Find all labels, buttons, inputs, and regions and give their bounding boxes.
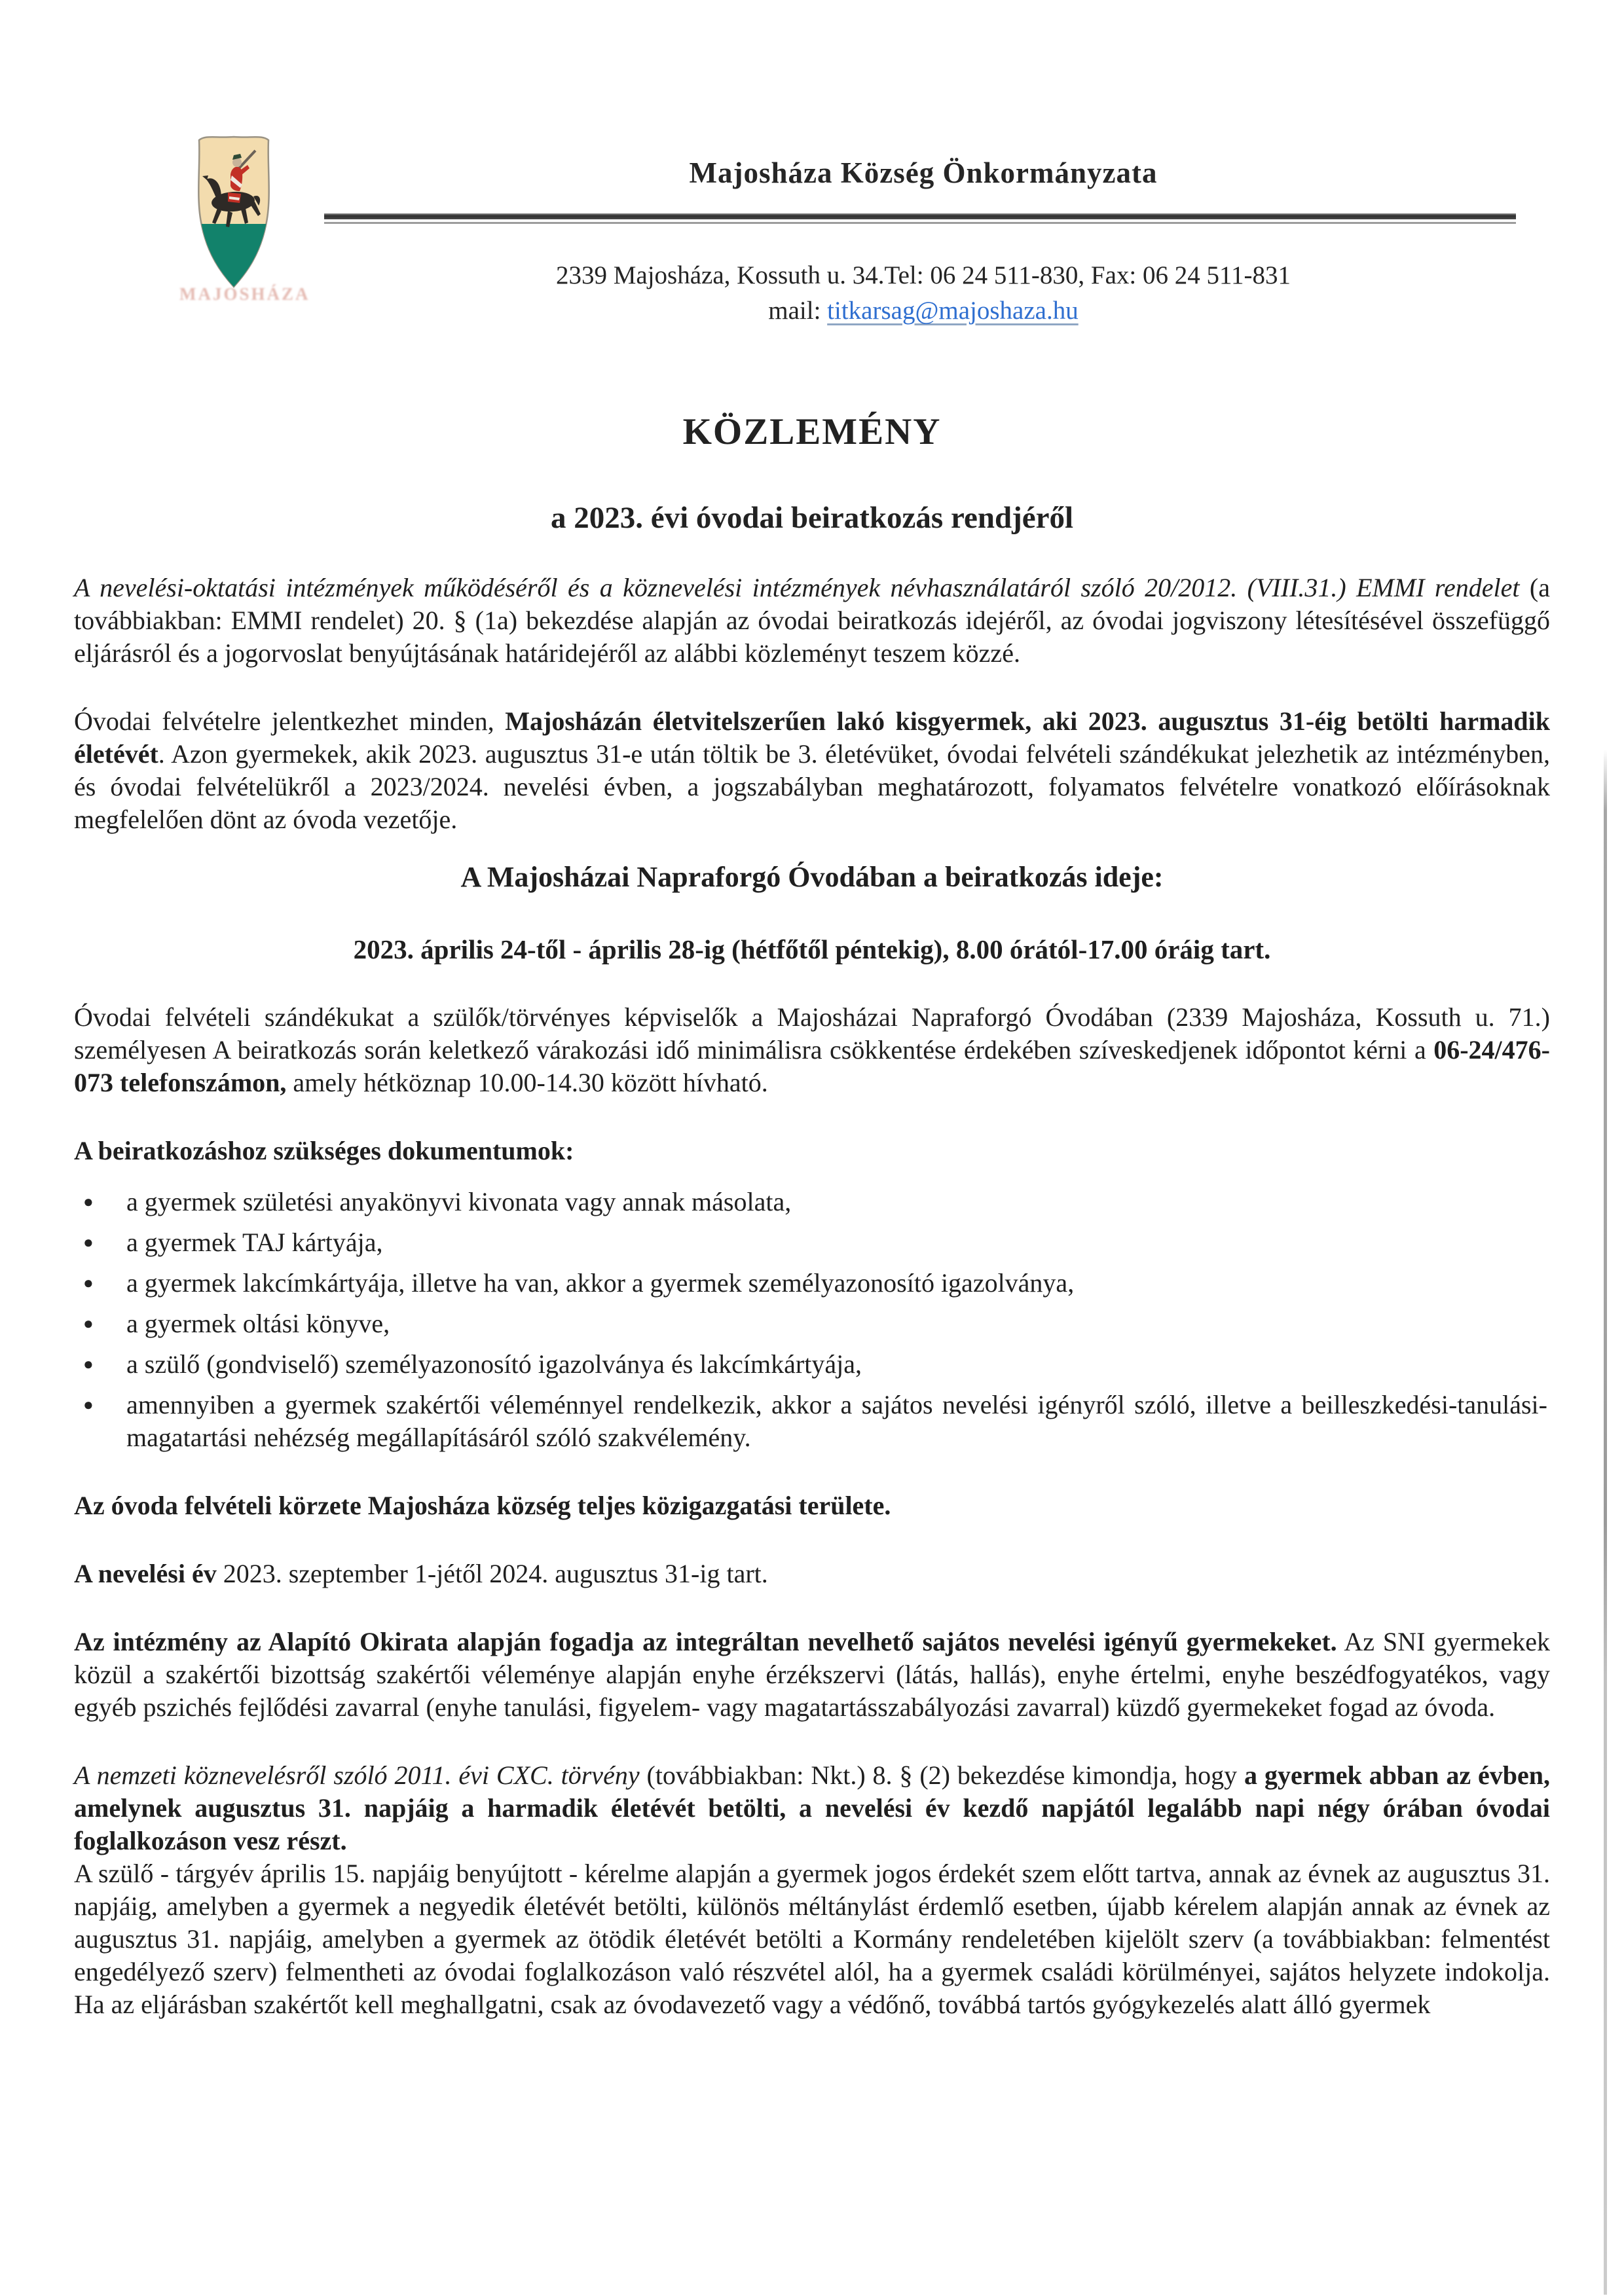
list-item: ● a gyermek oltási könyve, — [83, 1307, 1550, 1340]
coat-of-arms-shield — [185, 128, 283, 292]
header-divider-dark-line — [324, 213, 1516, 219]
list-item: ● a szülő (gondviselő) személyazonosító igazolványa és lakcímkártyája, — [83, 1348, 1550, 1381]
page-title: KÖZLEMÉNY — [682, 411, 942, 452]
list-item: ● a gyermek TAJ kártyája, — [83, 1226, 1550, 1259]
bullet-icon: ● — [83, 1314, 94, 1333]
bullet-icon: ● — [83, 1273, 94, 1292]
bullet-icon: ● — [83, 1233, 94, 1252]
enrollment-period: 2023. április 24-től - április 28-ig (hétfőtől péntekig), 8.00 órától-17.00 óráig tart. — [353, 934, 1271, 964]
law-emphasis: a gyermek abban az évben, amelynek augusztus 31. napjáig a harmadik életévét betölti, a nevelési év kezdő napjától legalább napi négy órában óvodai foglalkozáson vesz részt. — [74, 1760, 1550, 1855]
mail-label: mail: — [768, 297, 828, 325]
intro-legal-reference: A nevelési-oktatási intézmények működéséről és a köznevelési intézmények névhasználatáról szóló 20/2012. (VIII.31.) EMMI rendelet — [74, 573, 1520, 602]
school-year-paragraph: A nevelési év 2023. szeptember 1-jétől 2024. augusztus 31-ig tart. — [74, 1559, 768, 1588]
list-item: ● a gyermek lakcímkártyája, illetve ha van, akkor a gyermek személyazonosító igazolványa, — [83, 1267, 1550, 1300]
bullet-icon: ● — [83, 1355, 94, 1374]
eligibility-paragraph: Óvodai felvételre jelentkezhet minden, Majosházán életvitelszerűen lakó kisgyermek, aki 2023. augusztus 31-éig betölti harmadik életévét. Azon gyermekek, akik 2023. augusztus 31-e után töltik be 3. életévüket, óvodai felvételi szándékukat jelezhetik az intézményben, és óvodai felvételükről a 2023/2024. nevelési évben, a jogszabályban meghatározott, folyamatos felvételre vonatkozó előírásoknak megfelelően dönt az óvoda vezetője. — [74, 706, 1551, 834]
exemption-paragraph: A szülő - tárgyév április 15. napjáig benyújtott - kérelme alapján a gyermek jogos érdekét szem előtt tartva, annak az évnek az augusztus 31. napjáig, amelyben a gyermek a negyedik életévét betölti, különös méltánylást érdemlő esetben, újabb kérelem alapján annak az évnek az augusztus 31. napjáig, amelyben a gyermek az ötödik életévét betölti a Kormány rendeletében kijelölt szerv (a továbbiakban: felmentést engedélyező szerv) felmentheti az óvodai foglalkozáson való részvétel alól, ha a gyermek családi körülményei, sajátos helyzete indokolja. Ha az eljárásban szakértőt kell meghallgatni, csak az óvodavezető vagy a védőnő, továbbá tartós gyógykezelés alatt álló gyermek — [74, 1859, 1550, 2019]
list-item: ● amennyiben a gyermek szakértői véleménnyel rendelkezik, akkor a sajátos nevelési igényről szóló, illetve a beilleszkedési-tanulási-magatartási nehézség megállapításáról szóló szakvélemény. — [83, 1390, 1547, 1452]
mail-line — [331, 296, 1516, 325]
scan-artifact-line — [1604, 750, 1607, 2295]
bullet-icon: ● — [83, 1395, 94, 1414]
law-paragraph: A nemzeti köznevelésről szóló 2011. évi CXC. törvény (továbbiakban: Nkt.) 8. § (2) bekezdése kimondja, hogy a gyermek abban az évben, amelynek augusztus 31. napjáig a harmadik életévét betölti, a nevelési év kezdő napjától legalább napi négy órában óvodai foglalkozáson vesz részt. — [74, 1760, 1550, 1855]
sni-emphasis: Az intézmény az Alapító Okirata alapján fogadja az integráltan nevelhető sajátos nevelési igényű gyermekeket. — [74, 1627, 1337, 1656]
documents-heading: A beiratkozáshoz szükséges dokumentumok: — [74, 1136, 574, 1165]
eligibility-emphasis: Majosházán életvitelszerűen lakó kisgyermek, aki 2023. augusztus 31-éig betölti harmadik életévét — [74, 706, 1551, 769]
header-divider — [324, 213, 1516, 224]
list-item: ● a gyermek születési anyakönyvi kivonata vagy annak másolata, — [83, 1186, 1550, 1218]
documents-list — [74, 1186, 1550, 1454]
bullet-icon: ● — [83, 1192, 94, 1211]
address-line: 2339 Majosháza, Kossuth u. 34.Tel: 06 24 511-830, Fax: 06 24 511-831 — [555, 261, 1291, 289]
document-body — [74, 403, 1550, 2021]
sni-paragraph: Az intézmény az Alapító Okirata alapján fogadja az integráltan nevelhető sajátos nevelési igényű gyermekeket. Az SNI gyermekek közül a szakértői bizottság szakértői véleménye alapján enyhe érzékszervi (látás, hallás), enyhe értelmi, enyhe beszédfogyatékos, vagy egyéb pszichés fejlődési zavarral (enyhe tanulási, figyelem- vagy magatartásszabályozási zavarral) küzdő gyermekeket fogad az óvoda. — [74, 1627, 1550, 1722]
logo-caption: MAJOSHÁZA — [179, 284, 310, 304]
intro-paragraph: A nevelési-oktatási intézmények működéséről és a köznevelési intézmények névhasználatáról szóló 20/2012. (VIII.31.) EMMI rendelet (a továbbiakban: EMMI rendelet) 20. § (1a) bekezdése alapján az óvodai beiratkozás idejéről, az óvodai jogviszony létesítésével összefüggő eljárásról és a jogorvoslat benyújtásának határidejéről az alábbi közleményt teszem közzé. — [74, 573, 1551, 668]
enrollment-heading: A Majosházai Napraforgó Óvodában a beiratkozás ideje: — [460, 861, 1164, 893]
law-reference: A nemzeti köznevelésről szóló 2011. évi CXC. törvény — [74, 1760, 640, 1790]
phone-number: 06-24/476-073 telefonszámon, — [74, 1035, 1550, 1097]
coat-of-arms-logo — [179, 128, 310, 308]
org-name: Majosháza Község Önkormányzata — [689, 156, 1158, 189]
header-divider-light-line — [324, 222, 1516, 224]
district-paragraph: Az óvoda felvételi körzete Majosháza község teljes közigazgatási területe. — [74, 1491, 891, 1520]
appointment-paragraph: Óvodai felvételi szándékukat a szülők/törvényes képviselők a Majosházai Napraforgó Óvodában (2339 Majosháza, Kossuth u. 71.) személyesen A beiratkozás során keletkező várakozási idő minimálisra csökkentése érdekében szíveskedjenek időpontot kérni a 06-24/476-073 telefonszámon, amely hétköznap 10.00-14.30 között hívható. — [74, 1002, 1550, 1097]
email-link[interactable]: titkarsag@majoshaza.hu — [827, 297, 1079, 325]
page-subtitle: a 2023. évi óvodai beiratkozás rendjéről — [550, 501, 1074, 535]
